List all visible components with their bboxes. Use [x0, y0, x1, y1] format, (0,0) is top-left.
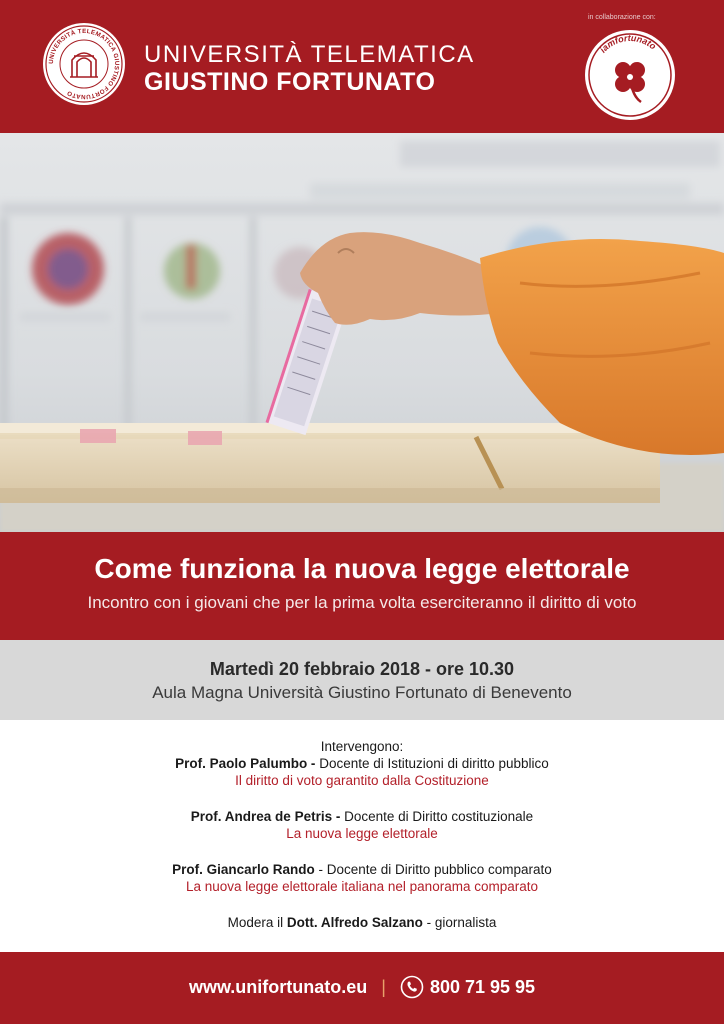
partner-logo [583, 28, 677, 122]
date-band [0, 640, 724, 720]
phone-icon [400, 975, 424, 999]
title-band [0, 532, 724, 640]
university-seal-logo [42, 22, 126, 106]
speaker-item [0, 861, 724, 896]
speaker-line [0, 861, 724, 878]
speaker-topic: La nuova legge elettorale [286, 826, 438, 841]
speakers-intro: Intervengono: [320, 739, 404, 754]
speaker-name: Prof. Giancarlo Rando [172, 862, 315, 877]
speaker-line [0, 808, 724, 825]
speakers-section [0, 738, 724, 931]
speaker-item [0, 808, 724, 843]
partner-logo-text: iamfortunato [597, 32, 658, 55]
footer-separator: | [381, 976, 386, 997]
event-date: Martedì 20 febbraio 2018 - ore 10.30 [209, 659, 515, 679]
university-name-line2: GIUSTINO FORTUNATO [144, 68, 436, 96]
website-link[interactable]: www.unifortunato.eu [188, 976, 368, 997]
collaboration-label: in collaborazione con: [588, 14, 656, 21]
speaker-role: Docente di Istituzioni di diritto pubblico [315, 756, 549, 771]
university-name [144, 42, 475, 96]
speaker-name: Prof. Paolo Palumbo - [175, 756, 316, 771]
moderator-line [0, 914, 724, 931]
speaker-role: Docente di Diritto costituzionale [340, 809, 534, 824]
speaker-role: - Docente di Diritto pubblico comparato [314, 862, 552, 877]
ballot-box-photo [0, 133, 724, 532]
phone-contact[interactable] [400, 975, 535, 999]
speaker-name: Prof. Andrea de Petris - [190, 809, 341, 824]
speaker-item [0, 755, 724, 790]
event-venue: Aula Magna Università Giustino Fortunato di Benevento [152, 683, 572, 702]
speaker-topic: Il diritto di voto garantito dalla Costituzione [235, 773, 489, 788]
footer-band [0, 952, 724, 1024]
moderator-suffix: - giornalista [422, 915, 497, 930]
speaker-line [0, 755, 724, 772]
speaker-topic: La nuova legge elettorale italiana nel panorama comparato [186, 879, 538, 894]
moderator-name: Dott. Alfredo Salzano [286, 915, 423, 930]
university-name-line1: UNIVERSITÀ TELEMATICA [144, 41, 475, 68]
event-subtitle: Incontro con i giovani che per la prima volta eserciteranno il diritto di voto [87, 593, 637, 612]
moderator-prefix: Modera il [227, 915, 287, 930]
event-title: Come funziona la nuova legge elettorale [94, 553, 630, 584]
phone-number: 800 71 95 95 [429, 976, 536, 997]
footer-contacts [0, 972, 724, 1002]
header-band [0, 0, 724, 133]
seal-ring-text: UNIVERSITÀ TELEMATICA GIUSTINO FORTUNATO [47, 27, 121, 101]
